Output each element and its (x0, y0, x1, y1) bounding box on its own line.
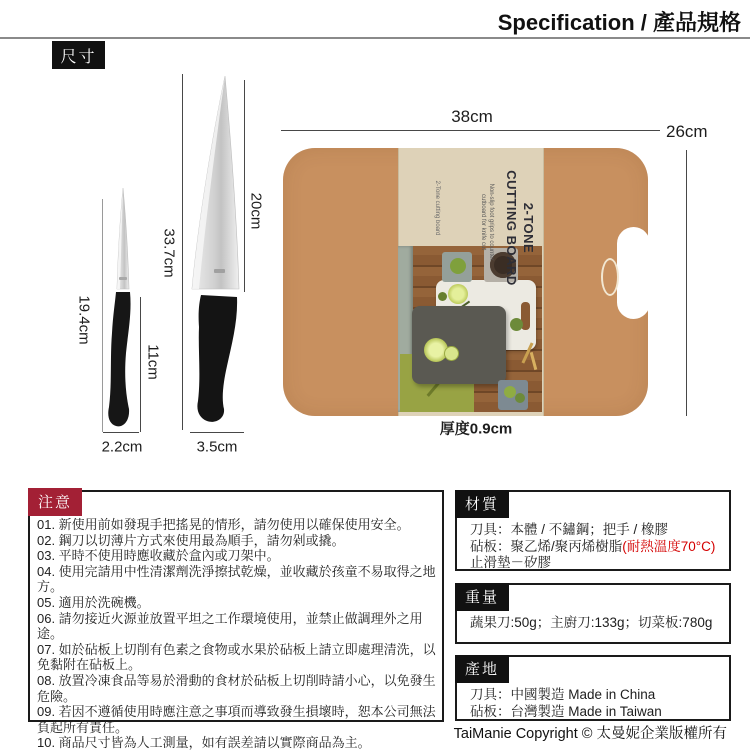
origin-info (470, 687, 721, 720)
size-section-label: 尺寸 (52, 41, 105, 69)
dim-line-small-total (102, 199, 103, 432)
dim-board-height: 26cm (666, 122, 708, 141)
dim-board-width: 38cm (451, 107, 493, 126)
material-board: 砧板：聚乙烯/聚丙烯樹脂(耐熱溫度70°C) (470, 538, 716, 554)
material-panel (455, 490, 731, 571)
material-panel-label: 材質 (455, 490, 509, 518)
dim-line-small-width (103, 432, 139, 433)
origin-panel (455, 655, 731, 721)
photo-lime (450, 258, 466, 274)
notice-item: 01. 新使用前如發現手把搖晃的情形，請勿使用以確保使用安全。 (37, 517, 410, 532)
dim-large-knife-width: 3.5cm (196, 438, 238, 456)
photo-lime (515, 393, 525, 403)
dim-line-large-width (190, 432, 244, 433)
notice-item: 10. 商品尺寸皆為人工測量，如有誤差請以實際商品為主。 (37, 735, 371, 750)
heat-resistance-note: (耐熱溫度70°C) (622, 538, 716, 554)
dim-board-thickness: 厚度0.9cm (439, 420, 513, 438)
board-handle-cutout (617, 227, 650, 319)
material-mat: 止滑墊－矽膠 (470, 555, 551, 570)
notice-panel-label: 注意 (28, 488, 82, 516)
origin-board: 砧板：台灣製造 Made in Taiwan (470, 703, 662, 719)
material-info (470, 522, 721, 572)
dim-large-knife-total: 33.7cm (160, 228, 178, 278)
origin-knife: 刀具：中國製造 Made in China (470, 687, 656, 702)
dim-line-small-handle (140, 297, 141, 432)
board-label-sidetext: 2-Tone cutting board (434, 180, 440, 236)
dim-line-large-blade (244, 80, 245, 292)
weight-info: 蔬果刀:50g；主廚刀:133g；切菜板:780g (470, 615, 713, 630)
notice-item: 06. 請勿接近火源並放置平坦之工作環境使用，並禁止做調理外之用途。 (37, 610, 423, 642)
photo-lime (448, 284, 468, 304)
dim-line-large-total (182, 74, 183, 430)
copyright-text: TaiManie Copyright © 太曼妮企業版權所有 (453, 726, 727, 742)
notice-item: 02. 鋼刀以切薄片方式來使用最為順手，請勿剁或撬。 (37, 532, 345, 548)
paring-knife-image (99, 185, 149, 437)
notice-item: 03. 平時不使用時應收藏於盒內或刀架中。 (37, 548, 280, 564)
dim-large-knife-blade: 20cm (247, 192, 265, 230)
notice-item: 08. 放置冷凍食品等易於滑動的食材於砧板上切削時請小心，以免發生危險。 (37, 672, 436, 704)
dim-small-knife-handle: 11cm (144, 344, 162, 380)
photo-lime (438, 292, 447, 301)
notice-item: 09. 若因不遵循使用時應注意之事項而導致發生損壞時，恕本公司無法負起所有責任。 (37, 704, 436, 735)
notice-item: 05. 適用於洗碗機。 (37, 594, 150, 610)
notice-panel (28, 490, 444, 750)
notice-item: 07. 如於砧板上切削有色素之食物或水果於砧板上請立即處理清洗，以免黏附在砧板上。 (37, 641, 436, 673)
dim-small-knife-total: 19.4cm (75, 295, 93, 345)
board-label-title-line2: CUTTING BOARD (504, 170, 519, 286)
weight-panel-label: 重量 (455, 583, 509, 611)
cutting-board-image (283, 148, 648, 416)
page-title: Specification / 產品規格 (497, 10, 741, 35)
board-label-title-line1: 2-TONE (521, 202, 536, 254)
weight-panel (455, 583, 731, 644)
board-label-title (503, 143, 537, 313)
photo-lime (444, 346, 459, 361)
dim-line-board-width (281, 130, 660, 131)
photo-wheat-sprig (530, 352, 538, 370)
header-divider (0, 37, 750, 39)
chef-knife-image (184, 73, 246, 423)
notice-list (37, 517, 437, 750)
photo-lime (510, 318, 523, 331)
brand-logo-oval (601, 258, 619, 296)
notice-item: 04. 使用完請用中性清潔劑洗淨擦拭乾燥，並收藏於孩童不易取得之地方。 (37, 563, 436, 595)
board-label-subtext: Non-slip foot grips to counter cutboard for knife cut (480, 183, 494, 261)
dim-line-board-height (686, 150, 687, 416)
dim-small-knife-width: 2.2cm (101, 438, 143, 456)
origin-panel-label: 產地 (455, 655, 509, 683)
material-knife: 刀具：本體 / 不鏽鋼；把手 / 橡膠 (470, 522, 669, 537)
